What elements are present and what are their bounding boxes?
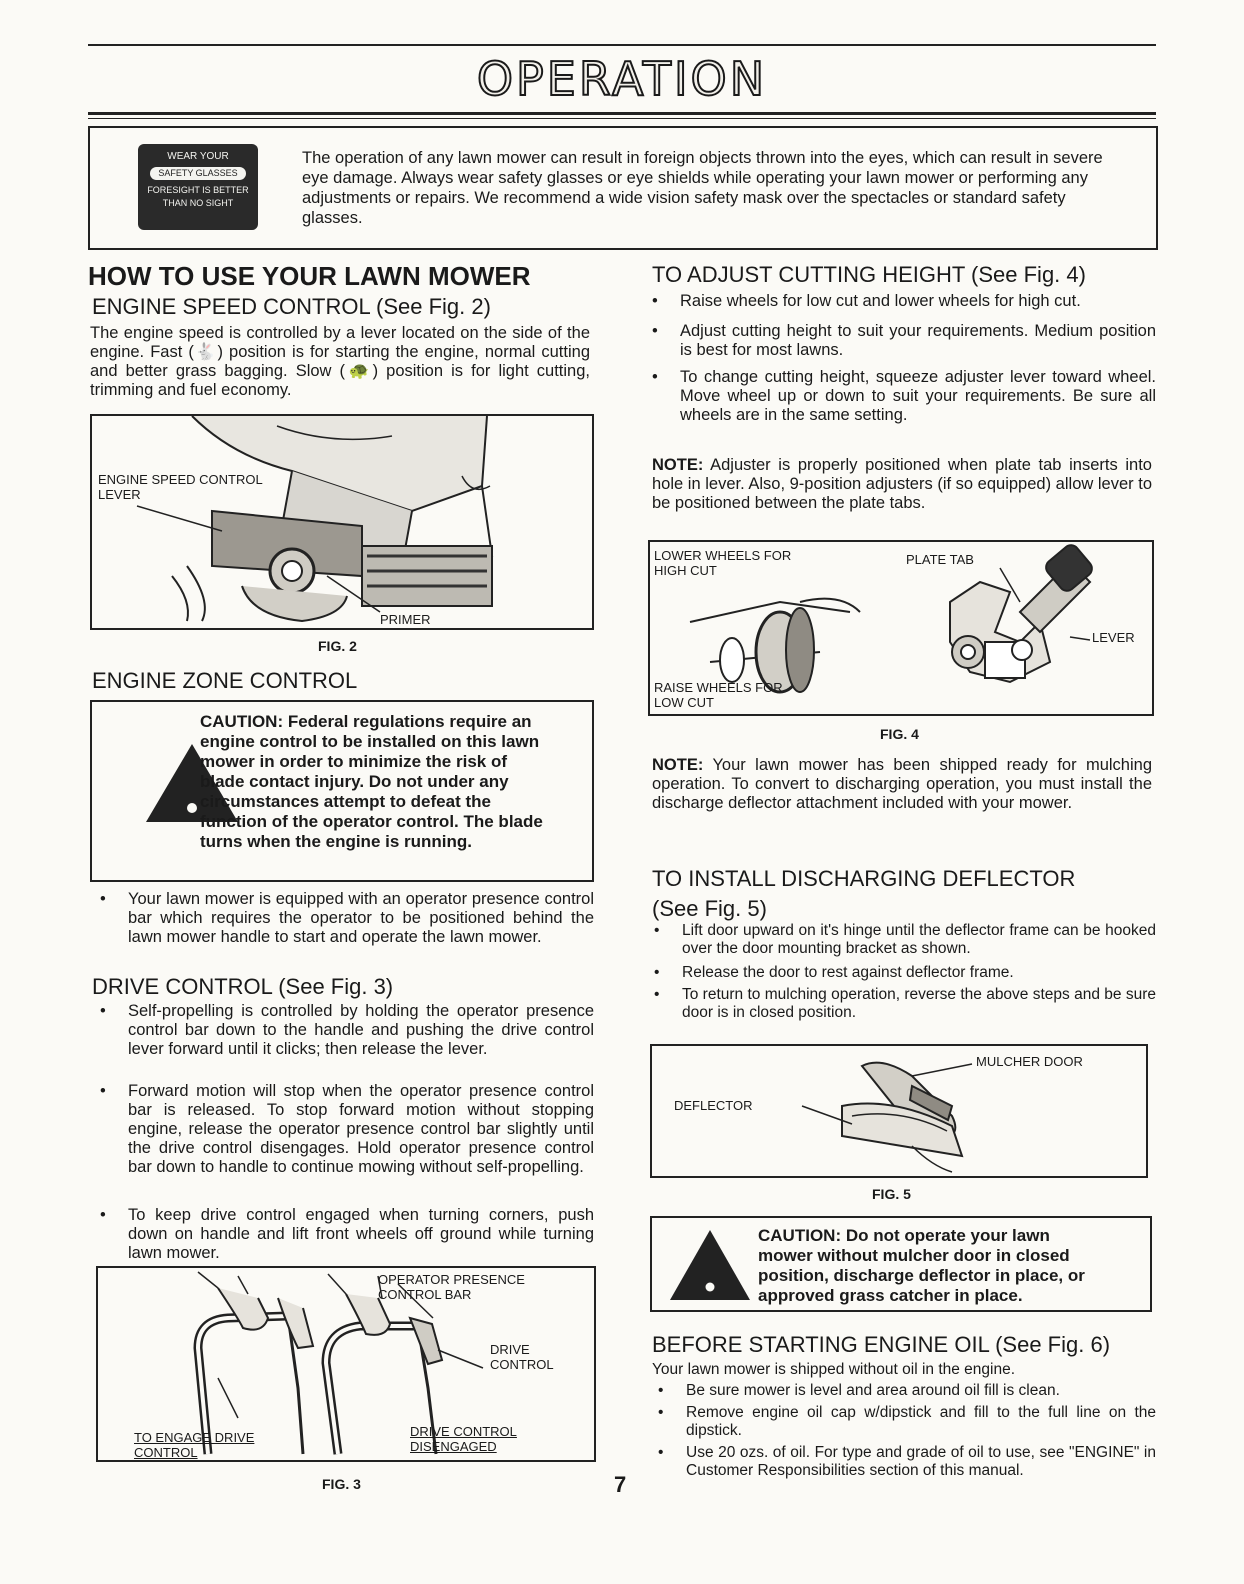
bullet-text: Remove engine oil cap w/dipstick and fill to the full line on the dipstick. [686,1404,1156,1439]
fig2-label-lever: ENGINE SPEED CONTROL LEVER [98,472,263,502]
fig3-label-drive: DRIVE CONTROL [490,1342,554,1372]
bullet-dot: • [100,890,106,908]
drive-bullet-1 [100,1002,594,1059]
fig2-label-primer: PRIMER [380,612,431,627]
fig3-label-opc: OPERATOR PRESENCE CONTROL BAR [378,1272,525,1302]
engine-zone-heading: ENGINE ZONE CONTROL [92,668,358,693]
oil-heading: BEFORE STARTING ENGINE OIL (See Fig. 6) [652,1332,1111,1357]
fig3-label-disengaged: DRIVE CONTROL DISENGAGED [410,1424,517,1454]
fig2-box [90,414,594,630]
height-note [652,456,1152,513]
caution-box-1 [90,700,594,882]
oil-bullet-2 [658,1404,1156,1440]
fig2-caption: FIG. 2 [318,638,357,654]
bullet-dot: • [658,1444,664,1461]
bullet-text: To keep drive control engaged when turning corners, push down on handle and lift front wheels off ground while turning lawn mower. [128,1206,594,1262]
deflector-bullet-2 [654,964,1156,982]
engine-speed-text: The engine speed is controlled by a lever located on the side of the engine. Fast (🐇) position is for starting the engine, normal cutting and better grass bagging. Slow (🐢) position is for light cutting, trimming and fuel economy. [90,324,590,399]
height-bullet-3 [652,368,1156,425]
bullet-text: Release the door to rest against deflector frame. [682,964,1014,981]
height-bullet-1 [652,292,1156,311]
bullet-text: Raise wheels for low cut and lower wheels for high cut. [680,292,1081,310]
drive-bullet-2 [100,1082,594,1177]
fig4-label-lower: LOWER WHEELS FOR HIGH CUT [654,548,792,578]
fig4-label-lever: LEVER [1092,630,1135,645]
mulching-note [652,756,1152,813]
fig5-caption: FIG. 5 [872,1186,911,1202]
engine-zone-bullet [100,890,594,947]
bullet-dot: • [100,1002,106,1020]
title-rule-thin [88,118,1156,119]
bullet-text: Your lawn mower is equipped with an operator presence control bar which requires the operator to be positioned behind the lawn mower handle to start and operate the lawn mower. [128,890,594,946]
note-text: Your lawn mower has been shipped ready for mulching operation. To convert to discharging operation, you must install the discharge deflector attachment included with your mower. [652,756,1152,812]
fig5-label-deflector: DEFLECTOR [674,1098,753,1113]
caution-box-2 [650,1216,1152,1312]
page-number: 7 [614,1472,627,1497]
deflector-bullet-3 [654,986,1156,1022]
top-rule [88,44,1156,46]
drive-control-heading: DRIVE CONTROL (See Fig. 3) [92,974,394,999]
badge-line: WEAR YOUR [167,151,229,162]
engine-speed-heading: ENGINE SPEED CONTROL (See Fig. 2) [92,294,491,319]
oil-bullet-3 [658,1444,1156,1480]
bullet-dot: • [652,292,658,310]
badge-line: SAFETY GLASSES [150,167,246,180]
fig4-caption: FIG. 4 [880,726,919,742]
safety-glasses-box [88,126,1158,250]
note-text: Adjuster is properly positioned when plate tab inserts into hole in lever. Also, 9-position adjusters (if so equipped) allow lever to be positioned between the plate tabs. [652,456,1152,512]
safety-text: The operation of any lawn mower can result in foreign objects thrown into the eyes, which can result in severe eye damage. Always wear safety glasses or eye shields while operating your lawn mower or performing any adjustments or repairs. We recommend a wide vision safety mask over the spectacles or standard safety glasses. [302,149,1103,227]
bullet-dot: • [658,1404,664,1421]
title-rule [88,112,1156,115]
drive-bullet-3 [100,1206,594,1263]
bullet-dot: • [654,986,660,1003]
fig4-label-plate: PLATE TAB [906,552,974,567]
note-label: NOTE: [652,756,704,774]
bullet-text: Adjust cutting height to suit your requirements. Medium position is best for most lawns. [680,322,1156,359]
bullet-text: Lift door upward on it's hinge until the deflector frame can be hooked over the door mounting bracket as shown. [682,922,1156,957]
fig5-label-mulcher: MULCHER DOOR [976,1054,1083,1069]
badge-line: THAN NO SIGHT [162,198,234,208]
bullet-dot: • [652,322,658,340]
bullet-text: Self-propelling is controlled by holding the operator presence control bar down to the handle and pushing the drive control lever forward until it clicks; then release the lever. [128,1002,594,1058]
fig3-label-engage: TO ENGAGE DRIVE CONTROL [134,1430,255,1460]
bullet-dot: • [654,922,660,939]
height-bullet-2 [652,322,1156,360]
bullet-dot: • [100,1082,106,1100]
oil-bullet-1 [658,1382,1156,1400]
warning-icon [668,1228,752,1302]
fig4-label-raise: RAISE WHEELS FOR LOW CUT [654,680,783,710]
bullet-text: To change cutting height, squeeze adjuster lever toward wheel. Move wheel up or down to suit your requirements. Be sure all wheels are in the same setting. [680,368,1156,424]
fig3-caption: FIG. 3 [322,1476,361,1492]
how-to-use-heading: HOW TO USE YOUR LAWN MOWER [88,261,531,291]
note-label: NOTE: [652,456,704,474]
caution-text-2: CAUTION: Do not operate your lawn mower without mulcher door in closed position, discharge deflector in place, or approved grass catcher in place. [758,1226,1085,1305]
deflector-heading-line2: (See Fig. 5) [652,896,767,921]
cutting-height-heading: TO ADJUST CUTTING HEIGHT (See Fig. 4) [652,262,1086,287]
bullet-dot: • [100,1206,106,1224]
safety-glasses-badge [138,144,258,230]
bullet-text: Use 20 ozs. of oil. For type and grade of oil to use, see "ENGINE" in Customer Responsibilities section of this manual. [686,1444,1156,1479]
bullet-dot: • [654,964,660,981]
bullet-text: To return to mulching operation, reverse the above steps and be sure door is in closed position. [682,986,1156,1021]
page-title: OPERATION [476,52,768,106]
badge-line: FORESIGHT IS BETTER [147,185,249,195]
bullet-dot: • [658,1382,664,1399]
deflector-bullet-1 [654,922,1156,958]
oil-intro: Your lawn mower is shipped without oil in the engine. [652,1361,1016,1378]
fig2-engine-drawing [92,416,592,628]
bullet-text: Forward motion will stop when the operator presence control bar is released. To stop forward motion without stopping engine, release the operator presence control bar slightly until the drive control disengages. Hold operator presence control bar down to handle to continue mowing without self-propelling. [128,1082,594,1176]
caution-text-1: CAUTION: Federal regulations require an engine control to be installed on this lawn mower in order to minimize the risk of blade contact injury. Do not under any circumstances attempt to defeat the function of the operator control. The blade turns when the engine is running. [200,712,543,851]
bullet-text: Be sure mower is level and area around oil fill is clean. [686,1382,1060,1399]
deflector-heading: TO INSTALL DISCHARGING DEFLECTOR [652,866,1076,891]
bullet-dot: • [652,368,658,386]
